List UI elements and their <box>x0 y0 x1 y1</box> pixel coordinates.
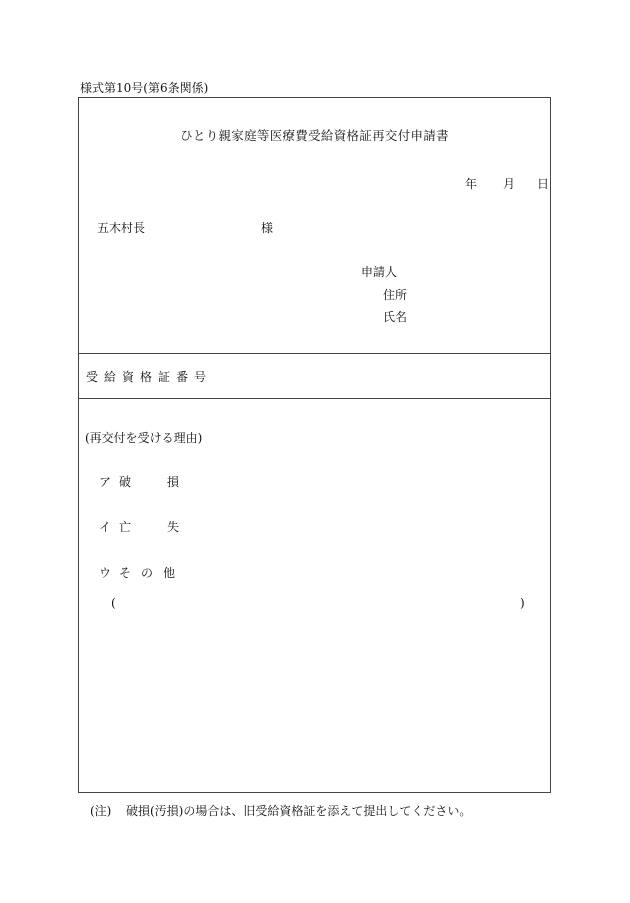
reason-c-text: その他 <box>119 566 186 580</box>
applicant-address-label: 住所 <box>383 288 408 302</box>
note-text: 破損(汚損)の場合は、旧受給資格証を添えて提出してください。 <box>126 804 472 818</box>
reason-a-mark: ア <box>99 475 112 489</box>
application-form-frame <box>78 97 551 793</box>
applicant-label: 申請人 <box>361 265 398 279</box>
reason-b-text-2: 失 <box>167 520 180 534</box>
reason-heading: (再交付を受ける理由) <box>85 431 203 445</box>
addressee-name: 五木村長 <box>97 221 146 235</box>
other-reason-paren-open: ( <box>111 596 116 610</box>
reason-c-mark: ウ <box>99 566 112 580</box>
certificate-number-label: 受給資格証番号 <box>86 370 213 384</box>
section-divider-bottom <box>79 398 550 399</box>
reason-a-text-2: 損 <box>167 475 180 489</box>
reason-b-mark: イ <box>99 520 112 534</box>
form-title: ひとり親家庭等医療費受給資格証再交付申請書 <box>180 128 449 143</box>
other-reason-paren-close: ) <box>520 596 525 610</box>
section-divider-top <box>79 353 550 354</box>
note-mark: (注) <box>90 804 112 818</box>
addressee-honorific: 様 <box>261 221 274 235</box>
date-month-label: 月 <box>503 177 516 191</box>
form-number: 様式第10号(第6条関係) <box>80 81 209 95</box>
date-day-label: 日 <box>537 177 550 191</box>
applicant-name-label: 氏名 <box>383 310 408 324</box>
reason-a-text-1: 破 <box>119 475 132 489</box>
date-year-label: 年 <box>465 177 478 191</box>
reason-b-text-1: 亡 <box>119 520 132 534</box>
